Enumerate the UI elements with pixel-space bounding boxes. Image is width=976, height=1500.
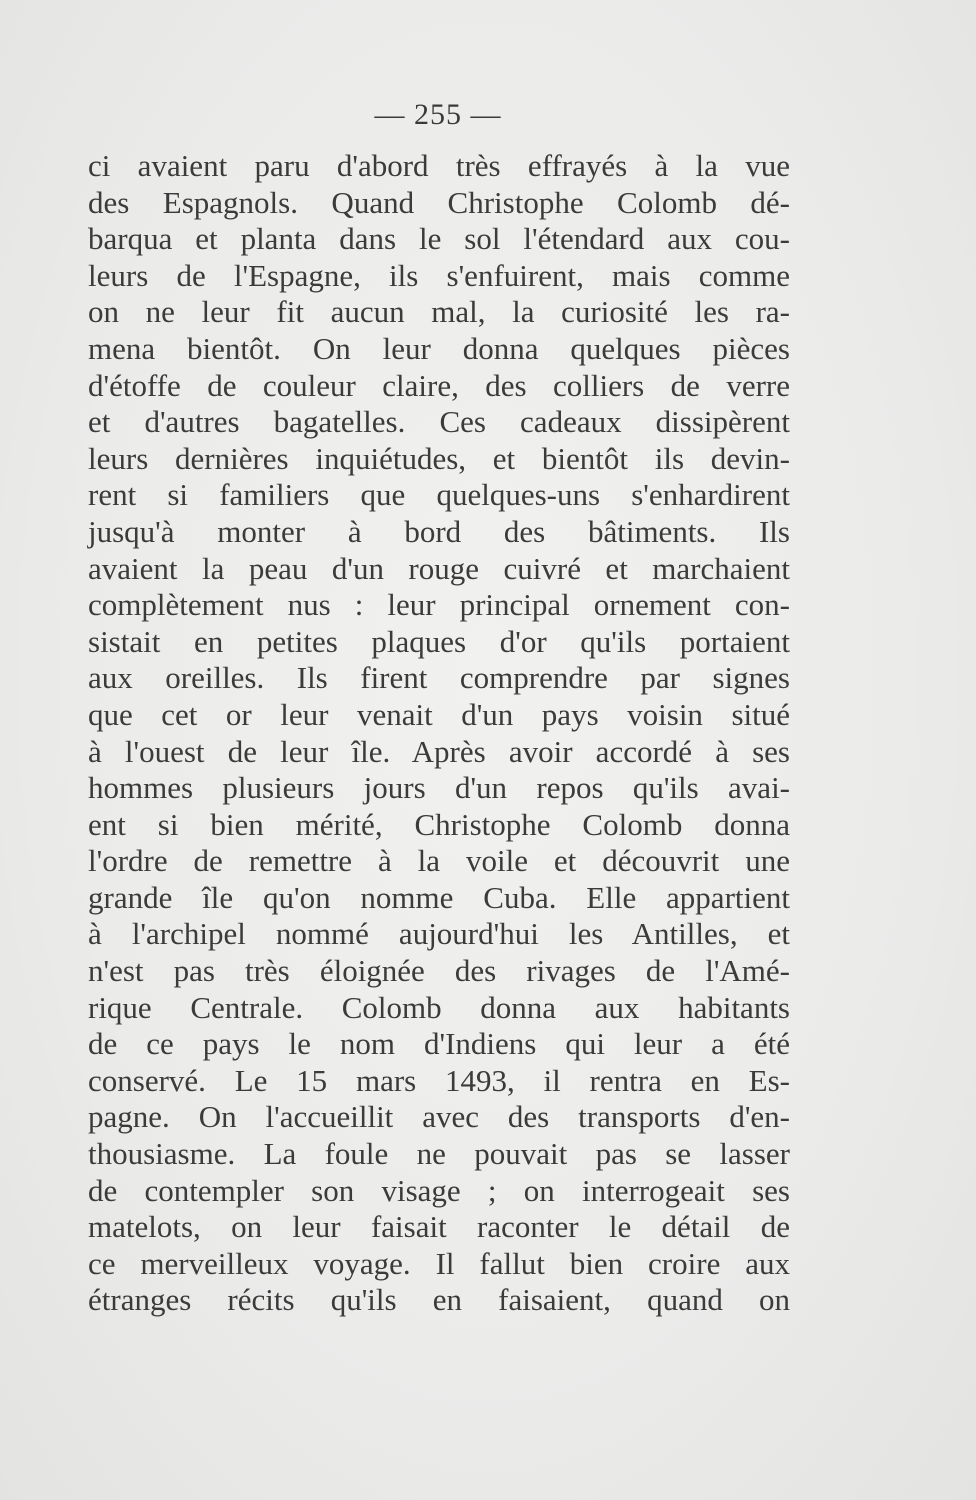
text-line: d'étoffe de couleur claire, des colliers de verre [88, 367, 790, 403]
text-line: complètement nus : leur principal ornement con- [88, 587, 790, 623]
text-line: ent si bien mérité, Christophe Colomb donna [88, 806, 790, 842]
text-line: ci avaient paru d'abord très effrayés à la vue [88, 148, 790, 183]
text-line: aux oreilles. Ils firent comprendre par signes [88, 660, 790, 696]
text-line: l'ordre de remettre à la voile et découvrit une [88, 843, 790, 879]
text-line: pagne. On l'accueillit avec des transports d'en- [88, 1099, 790, 1135]
text-line: leurs de l'Espagne, ils s'enfuirent, mais comme [88, 257, 790, 293]
text-line: n'est pas très éloignée des rivages de l'Amé- [88, 953, 790, 989]
text-line: à l'ouest de leur île. Après avoir accordé à ses [88, 733, 790, 769]
text-line: à l'archipel nommé aujourd'hui les Antilles, et [88, 916, 790, 952]
text-line: thousiasme. La foule ne pouvait pas se lasser [88, 1136, 790, 1172]
text-line: rique Centrale. Colomb donna aux habitants [88, 989, 790, 1025]
text-line: ce merveilleux voyage. Il fallut bien croire aux [88, 1245, 790, 1281]
text-line: étranges récits qu'ils en faisaient, quand on [88, 1282, 790, 1318]
body-text [88, 148, 790, 1319]
text-line: et d'autres bagatelles. Ces cadeaux dissipèrent [88, 404, 790, 440]
text-line: leurs dernières inquiétudes, et bientôt ils devin- [88, 440, 790, 476]
text-line: rent si familiers que quelques-uns s'enhardirent [88, 477, 790, 513]
text-line: des Espagnols. Quand Christophe Colomb dé- [88, 184, 790, 220]
text-line: de ce pays le nom d'Indiens qui leur a été [88, 1026, 790, 1062]
text-line: hommes plusieurs jours d'un repos qu'ils avai- [88, 770, 790, 806]
text-line: que cet or leur venait d'un pays voisin situé [88, 696, 790, 732]
text-line: mena bientôt. On leur donna quelques pièces [88, 330, 790, 366]
text-line: conservé. Le 15 mars 1493, il rentra en Es- [88, 1062, 790, 1098]
text-line: matelots, on leur faisait raconter le détail de [88, 1209, 790, 1245]
text-line: sistait en petites plaques d'or qu'ils portaient [88, 623, 790, 659]
text-line: avaient la peau d'un rouge cuivré et marchaient [88, 550, 790, 586]
text-line: grande île qu'on nomme Cuba. Elle appartient [88, 879, 790, 915]
text-line: de contempler son visage ; on interrogeait ses [88, 1172, 790, 1208]
page-number: — 255 — [374, 98, 502, 131]
text-line: on ne leur fit aucun mal, la curiosité les ra- [88, 294, 790, 330]
text-line: barqua et planta dans le sol l'étendard aux cou- [88, 221, 790, 257]
text-line: jusqu'à monter à bord des bâtiments. Ils [88, 513, 790, 549]
